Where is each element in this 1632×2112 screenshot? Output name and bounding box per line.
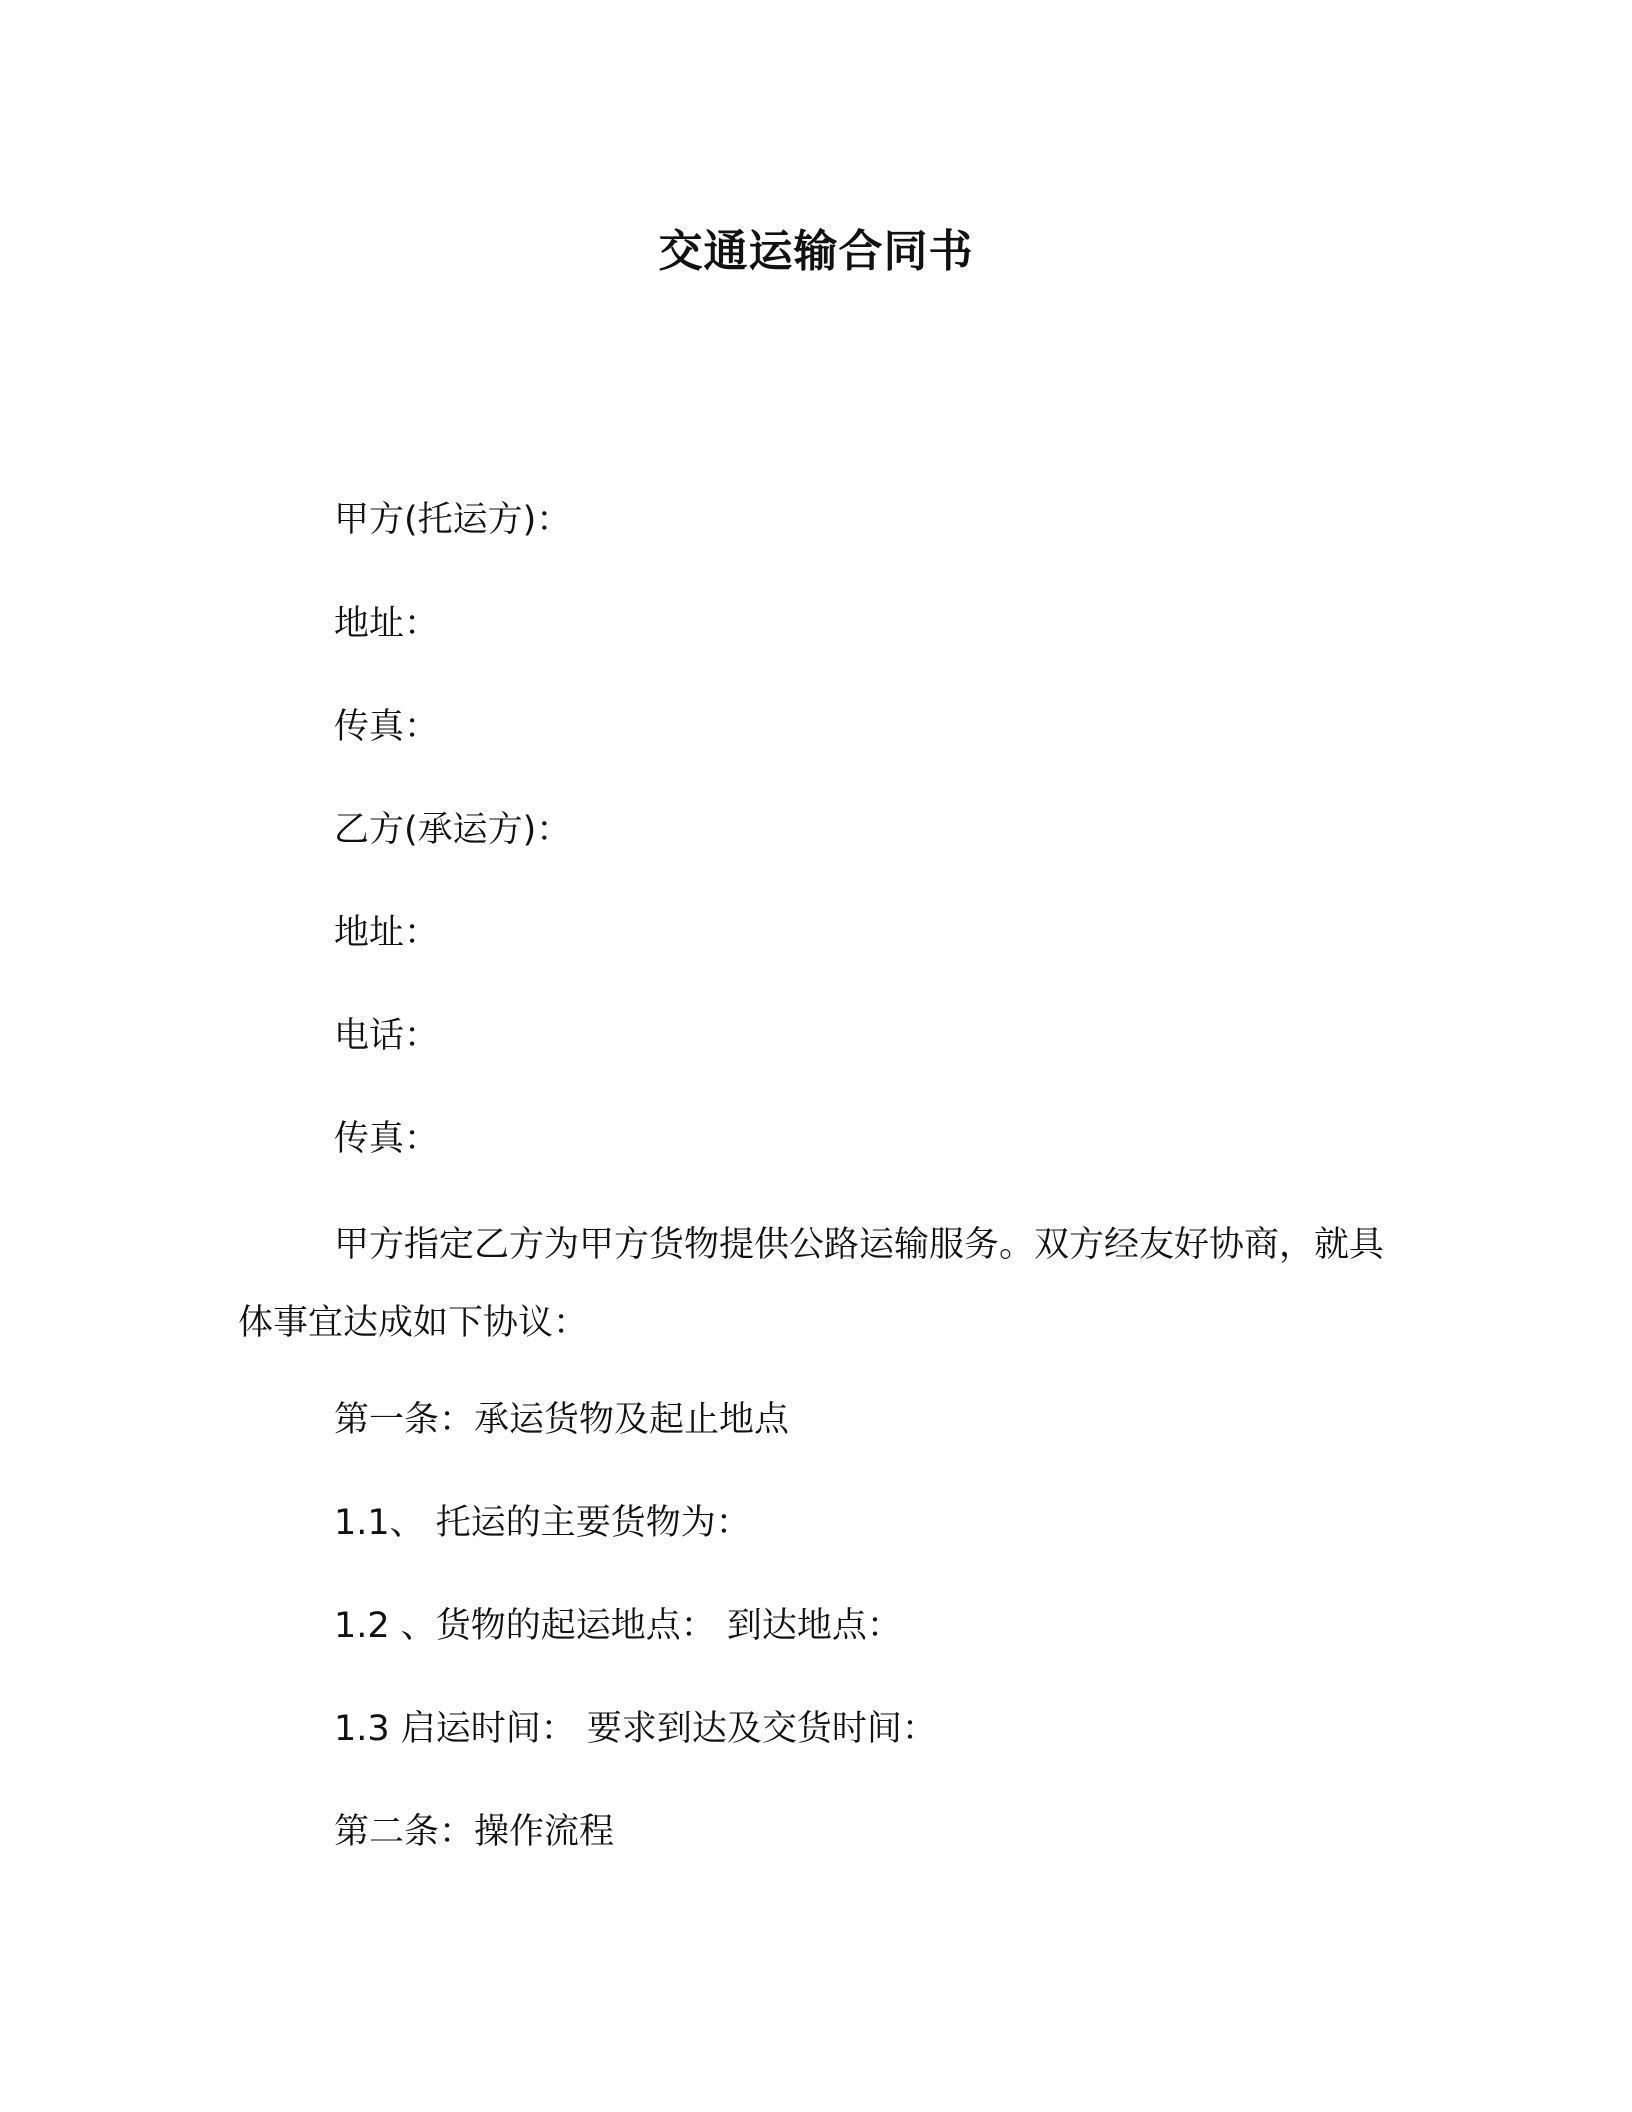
clause-1-1: 1.1、 托运的主要货物为： bbox=[334, 1503, 751, 1543]
article-1-heading: 第一条：承运货物及起止地点 bbox=[334, 1400, 790, 1440]
party-b-label: 乙方(承运方)： bbox=[334, 810, 572, 850]
party-b-address-label: 地址： bbox=[334, 913, 440, 953]
clause-1-3: 1.3 启运时间： 要求到达及交货时间： bbox=[334, 1709, 937, 1749]
party-b-fax-label: 传真： bbox=[334, 1119, 440, 1159]
clause-1-2: 1.2 、货物的起运地点： 到达地点： bbox=[334, 1606, 902, 1646]
party-a-fax-label: 传真： bbox=[334, 707, 440, 747]
article-2-heading: 第二条：操作流程 bbox=[334, 1812, 615, 1852]
party-a-address-label: 地址： bbox=[334, 604, 440, 644]
preamble-paragraph: 甲方指定乙方为甲方货物提供公路运输服务。双方经友好协商，就具体事宜达成如下协议： bbox=[238, 1225, 1385, 1343]
party-b-phone-label: 电话： bbox=[334, 1016, 440, 1056]
party-a-label: 甲方(托运方)： bbox=[334, 500, 572, 540]
document-title: 交通运输合同书 bbox=[658, 226, 974, 277]
